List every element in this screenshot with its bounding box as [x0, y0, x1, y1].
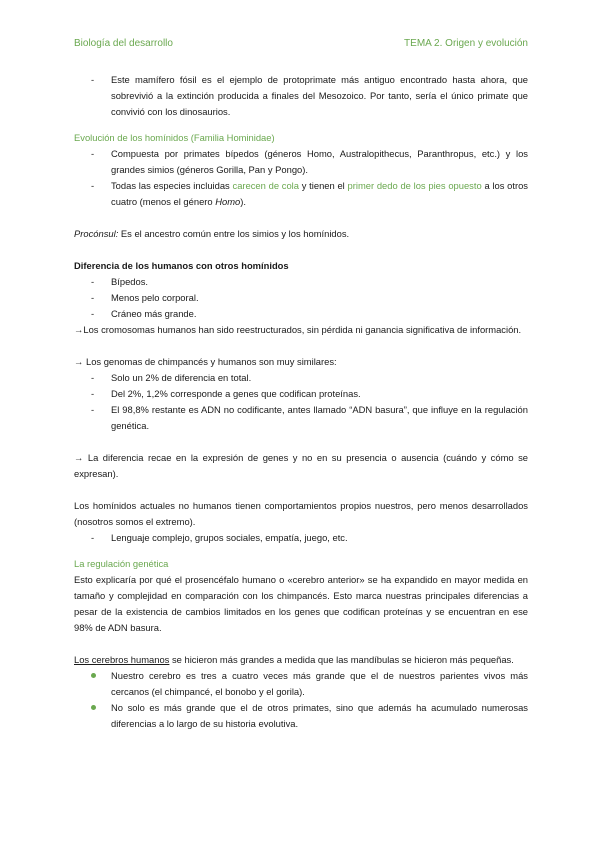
- b2-text-pre: Todas las especies incluidas: [111, 180, 233, 191]
- actuales-paragraph: Los homínidos actuales no humanos tienen comportamientos propios nuestros, pero menos desarrollados (nosotros somos el extremo).: [74, 500, 528, 527]
- genomas-item-1: - Solo un 2% de diferencia en total.: [74, 370, 528, 386]
- intro-list: [74, 72, 528, 120]
- cromosomas-paragraph: →Los cromosomas humanos han sido reestructurados, sin pérdida ni ganancia significativa de información.: [74, 324, 522, 335]
- proconsul-term: Procónsul:: [74, 228, 119, 239]
- b2-text-mid: y tienen el: [298, 180, 348, 191]
- hominidos-heading: Evolución de los homínidos (Familia Hominidae): [74, 132, 275, 143]
- expresion-paragraph: → La diferencia recae en la expresión de genes y no en su presencia o ausencia (cuándo y cómo se expresan).: [74, 452, 528, 479]
- genomas-item-2: - Del 2%, 1,2% corresponde a genes que codifican proteínas.: [74, 386, 528, 402]
- header-topic: TEMA 2. Origen y evolución: [404, 38, 528, 49]
- page-header: [74, 38, 528, 49]
- diferencia-heading: Diferencia de los humanos con otros homínidos: [74, 260, 289, 271]
- proconsul-paragraph: [74, 226, 528, 242]
- cerebros-item-1: Nuestro cerebro es tres a cuatro veces más grande que el de nuestros parientes vivos más cercanos (el chimpancé, el bonobo y el gorila).: [74, 668, 528, 700]
- cerebros-paragraph: [74, 652, 528, 668]
- cerebros-list: [74, 668, 528, 732]
- genomas-item-3: - El 98,8% restante es ADN no codificante, antes llamado “ADN basura”, que influye en la regulación genética.: [74, 402, 528, 434]
- hominidos-list: [74, 146, 528, 210]
- diferencia-item-1: - Bípedos.: [74, 274, 528, 290]
- document-body: [74, 72, 528, 732]
- hominidos-bullet-1: - Compuesta por primates bípedos (géneros Homo, Australopithecus, Paranthropus, etc.) y los grandes simios (géneros Gorilla, Pan y Pongo).: [74, 146, 528, 178]
- diferencia-item-3: - Cráneo más grande.: [74, 306, 528, 322]
- genus-homo: Homo: [215, 196, 241, 207]
- actuales-item: - Lenguaje complejo, grupos sociales, empatía, juego, etc.: [74, 530, 528, 546]
- regulacion-heading: La regulación genética: [74, 558, 169, 569]
- diferencia-item-2: - Menos pelo corporal.: [74, 290, 528, 306]
- highlight-opposed-toe: primer dedo de los pies opuesto: [347, 180, 482, 191]
- regulacion-paragraph: Esto explicaría por qué el prosencéfalo humano o «cerebro anterior» se ha expandido en mayor medida en tamaño y complejidad en comparación con los chimpancés. Esto marca nuestras principales diferencias a pesar de la existencia de cambios limitados en los genes que codifican proteínas y se encuentran en ese 98% de ADN basura.: [74, 574, 528, 633]
- hominidos-bullet-2: [74, 178, 528, 210]
- diferencia-list: [74, 274, 528, 322]
- actuales-list: [74, 530, 528, 546]
- intro-bullet: - Este mamífero fósil es el ejemplo de protoprimate más antiguo encontrado hasta ahora, que sobrevivió a la extinción producida a finales del Mesozoico. Por tanto, sería el único primate que convivió con los dinosaurios.: [74, 72, 528, 120]
- cerebros-item-2: No solo es más grande que el de otros primates, sino que además ha acumulado numerosas diferencias a lo largo de su historia evolutiva.: [74, 700, 528, 732]
- highlight-no-tail: carecen de cola: [232, 180, 299, 191]
- header-subject: Biología del desarrollo: [74, 38, 173, 49]
- genomas-list: [74, 370, 528, 434]
- proconsul-text: Es el ancestro común entre los simios y los homínidos.: [118, 228, 350, 239]
- b2-text-end: ).: [240, 196, 246, 207]
- b2-text-post: a los otros cuatro (menos el género: [111, 180, 528, 207]
- cerebros-text: se hicieron más grandes a medida que las mandíbulas se hicieron más pequeñas.: [169, 654, 514, 665]
- genomas-lead: → Los genomas de chimpancés y humanos son muy similares:: [74, 356, 337, 367]
- cerebros-term: Los cerebros humanos: [74, 654, 170, 665]
